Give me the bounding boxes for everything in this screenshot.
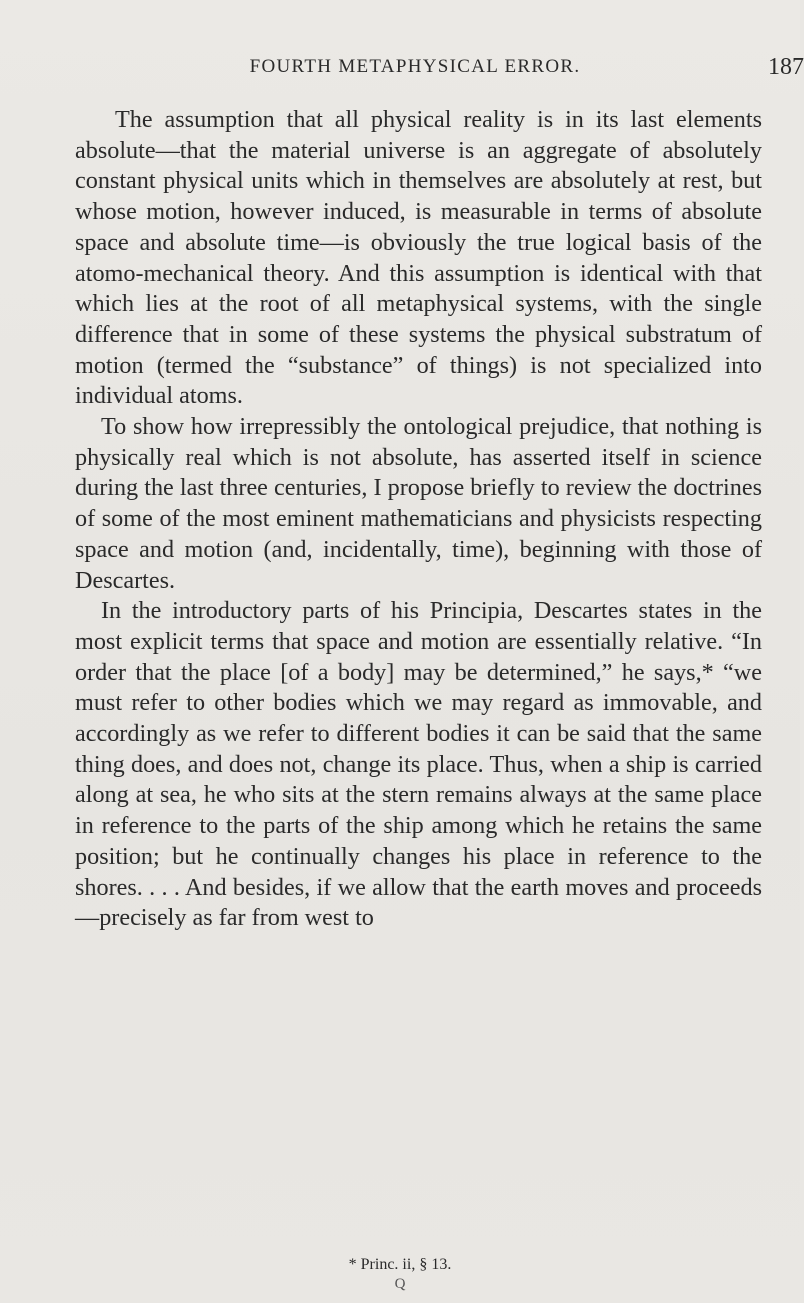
signature-mark: Q xyxy=(394,1276,406,1292)
paragraph: In the introductory parts of his Principia, Descartes states in the most explicit terms that space and motion are essentially relative. “In order that the place [of a body] may be determined,” he says,* “we must refer to other bodies which we may regard as immovable, and accordingly as we refer to different bodies it can be said that the same thing does, and does not, change its place. Thus, when a ship is carried along at sea, he who sits at the stern remains always at the same place in reference to the parts of the ship among which he retains the same position; but he continually changes his place in reference to the shores. . . . And besides, if we allow that the earth moves and proceeds—precisely as far from west to xyxy=(75,597,762,932)
paragraph: The assumption that all physical reality is in its last elements absolute—that the material universe is an aggregate of absolutely constant physical units which in themselves are absolutely at rest, but whose motion, however induced, is measurable in terms of absolute space and absolute time—is obviously the true logical basis of the atomo-mechanical theory. And this assumption is identical with that which lies at the root of all metaphysical systems, with the single difference that in some of these systems the physical substratum of motion (termed the “substance” of things) is not specialized into individual atoms. xyxy=(75,106,762,410)
running-head: FOURTH METAPHYSICAL ERROR. xyxy=(249,56,581,77)
footnote: * Princ. ii, § 13. xyxy=(348,1256,452,1273)
paragraph: To show how irrepressibly the ontological prejudice, that nothing is physically real which is not absolute, has asserted itself in science during the last three centuries, I propose briefly to review the doctrines of some of the most eminent mathematicians and physicists respecting space and motion (and, incidentally, time), beginning with those of Descartes. xyxy=(75,413,762,594)
page-number: 187 xyxy=(768,54,804,80)
body-text xyxy=(75,105,762,934)
